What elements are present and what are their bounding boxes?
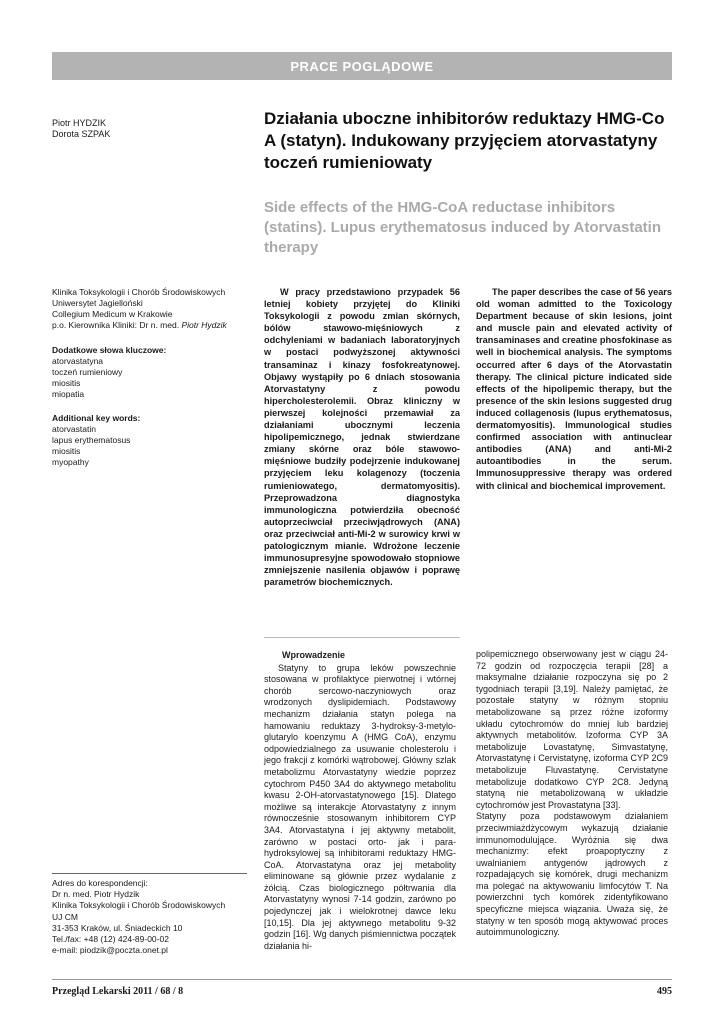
keyword-item: lapus erythematosus bbox=[52, 435, 131, 445]
body-paragraph: Statyny poza podstawowym działaniem przeciwmiażdżycowym wykazują działanie immunomodulujące. Wyróżnia się dwa mechanizmy: efekt proapoptyczny z uwalnianiem antygenów jądrowych z rozpadających się komórek, drugi mechanizm ma polegać na aktywowaniu limfocytów T. Na powierzchni tych komórek zidentyfikowano specyficzne miejsca wiązania. Uważa się, że statyny w ten sposób mogą aktywować proces autoimmunologiczny. bbox=[476, 811, 668, 938]
abstract-english-text: The paper describes the case of 56 years old woman admitted to the Toxicology Department because of skin lesions, joint and muscle pain and elevated activity of transaminases and creatine phosfokinase as well in biochemical analysis. The symptoms occurred after 6 days of the Atorvastatin therapy. The clinical picture indicated side effects of the hipolipemic therapy, but the presence of the skin lesions suggested drug induced collagenosis (lupus erythematosus, dermatomyositis). Immunological studies confirmed association with antinuclear antibodies (ANA) and anti-Mi-2 autoantibodies in the serum. Immunosuppressive therapy was ordered with clinical and biochemical improvement. bbox=[476, 287, 672, 491]
correspondence-line: Tel./fax: +48 (12) 424-89-00-02 bbox=[52, 934, 169, 945]
body-column-left bbox=[264, 650, 456, 952]
affiliation-head-name: Piotr Hydzik bbox=[181, 320, 227, 330]
abstract-polish-text: W pracy przedstawiono przypadek 56 letniej kobiety przyjętej do Kliniki Toksykologii z powodu zmian skórnych, bólów stawowo-mięśniowych z odchyleniami w badaniach laboratoryjnych w postaci podwyższonej aktywności transaminaz i kinazy fosfokreatynowej. Objawy wystąpiły po 6 dniach stosowania Atorvastatyny z powodu hipercholesterolemii. Obraz kliniczny w pierwszej kolejności przemawiał za działaniami ubocznymi leczenia hipolipemicznego, jednak stwierdzane zmiany skórne oraz bóle stawowo-mięśniowe budziły podejrzenie indukowanej przyjęciem leku kolagenozy (toczenia rumieniowatego, dermatomyositis). Przeprowadzona diagnostyka immunologiczna potwierdziła obecność autoprzeciwciał przeciwjądrowych (ANA) oraz przeciwciał anti-Mi-2 w surowicy krwi w patologicznym mianie. Wdrożone leczenie immunosupresyjne spowodowało stopniowe zmniejszenie nasilenia objawów i poprawę parametrów biochemicznych. bbox=[264, 287, 460, 588]
correspondence-line: Klinika Toksykologii i Chorób Środowiskowych bbox=[52, 900, 226, 911]
author-list bbox=[52, 118, 110, 140]
body-paragraph: Statyny to grupa leków powszechnie stosowana w profilaktyce pierwotnej i wtórnej chorób sercowo-naczyniowych oraz wrodzonych dyslipidemiach. Podstawowy mechanizm działania statyn polega na hamowaniu reduktazy 3-hydroksy-3-metylo-glutarylo koenzymu A (HMG CoA), enzymu odpowiedzialnego za usuwanie cholesterolu i jego frakcji z komórki wątrobowej. Główny szlak metabolizmu Atorvastatyny wiedzie poprzez cytochrom P450 3A4 do aktywnego metabolitu kwasu 2-OH-atorvastatynowego [15]. Dlatego możliwe są interakcje Atorvastatyny z innym równocześnie stosowanym inhibitorem CYP 3A4. Atorvastatyna i jej aktywny metabolit, zarówno w postaci orto- jak i para-hydroksylowej są inhibitorami reduktazy HMG-CoA. Atorvastatyna oraz jej metabolity eliminowane są głównie przez wydalanie z żółcią. Czas biologicznego półtrwania dla Atorvastatyny wynosi 7-14 godzin, zarówno po pojedynczej jak i wielokrotnej dawce leku [10,15]. Dla jej aktywnego metabolitu 9-32 godzin [16]. Wg danych piśmiennictwa początek działania hi- bbox=[264, 662, 456, 951]
affiliation-line: Uniwersytet Jagielloński bbox=[52, 298, 143, 308]
affiliation-head-prefix: p.o. Kierownika Kliniki: Dr n. med. bbox=[52, 320, 182, 330]
affiliation-head bbox=[52, 320, 252, 331]
keyword-item: myopathy bbox=[52, 457, 89, 467]
affiliation-line: Klinika Toksykologii i Chorób Środowiskowych bbox=[52, 287, 226, 297]
keyword-item: atorvastatin bbox=[52, 424, 96, 434]
article-title-english: Side effects of the HMG-CoA reductase inhibitors (statins). Lupus erythematosus induced by Atorvastatin therapy bbox=[264, 199, 662, 256]
keyword-item: toczeń rumieniowy bbox=[52, 367, 123, 377]
correspondence-email: e-mail: piodzik@poczta.onet.pl bbox=[52, 945, 168, 956]
affiliation-line: Collegium Medicum w Krakowie bbox=[52, 309, 173, 319]
author-name: Dorota SZPAK bbox=[52, 129, 111, 139]
keyword-item: miopatia bbox=[52, 389, 85, 399]
correspondence-line: 31-353 Kraków, ul. Śniadeckich 10 bbox=[52, 922, 183, 933]
body-paragraph: polipemicznego obserwowany jest w ciągu 24-72 godzin od rozpoczęcia terapii [28] a maksymalne działanie rozpoczyna się po 2 tygodniach terapii [3,19]. Należy pamiętać, że pozostałe statyny w różnym stopniu metabolizowane są przez różne izoformy układu cytochromów do mniej lub bardziej aktywnych metabolitów. Izoforma CYP 3A metabolizuje Lovastatynę, Simvastatynę, Atorvastatynę i Cervistatynę, izoforma CYP 2C9 metabolizuje Fluvastatynę. Cervistatyne metabolizuje dodatkowo CYP 2C8. Jedyną statyną nie metabolizowaną w układzie cytochromów jest Provastatyna [33]. bbox=[476, 649, 668, 810]
abstract-divider bbox=[264, 637, 460, 638]
abstract-english bbox=[476, 286, 672, 492]
keyword-item: miositis bbox=[52, 446, 81, 456]
keyword-item: atorvastatyna bbox=[52, 356, 104, 366]
journal-citation: Przegląd Lekarski 2011 / 68 / 8 bbox=[52, 986, 184, 997]
correspondence-line: Dr n. med. Piotr Hydzik bbox=[52, 889, 140, 900]
correspondence-rule bbox=[52, 873, 247, 874]
page-number: 495 bbox=[657, 986, 672, 997]
keyword-item: miositis bbox=[52, 378, 81, 388]
author-name: Piotr HYDZIK bbox=[52, 118, 107, 128]
abstract-polish bbox=[264, 286, 460, 588]
correspondence-block bbox=[52, 878, 252, 956]
sidebar-metadata bbox=[52, 287, 252, 468]
correspondence-line: Adres do korespondencji: bbox=[52, 878, 148, 888]
section-heading: Wprowadzenie bbox=[282, 650, 346, 660]
body-column-right bbox=[476, 649, 668, 939]
keywords-pl-heading: Dodatkowe słowa kluczowe: bbox=[52, 345, 167, 355]
article-title-polish: Działania uboczne inhibitorów reduktazy HMG-Co A (statyn). Indukowany przyjęciem atorvastatyny toczeń rumieniowaty bbox=[264, 109, 665, 172]
keywords-en-heading: Additional key words: bbox=[52, 413, 141, 423]
section-banner: PRACE POGLĄDOWE bbox=[52, 52, 672, 80]
footer-rule bbox=[52, 979, 672, 980]
correspondence-line: UJ CM bbox=[52, 911, 78, 922]
